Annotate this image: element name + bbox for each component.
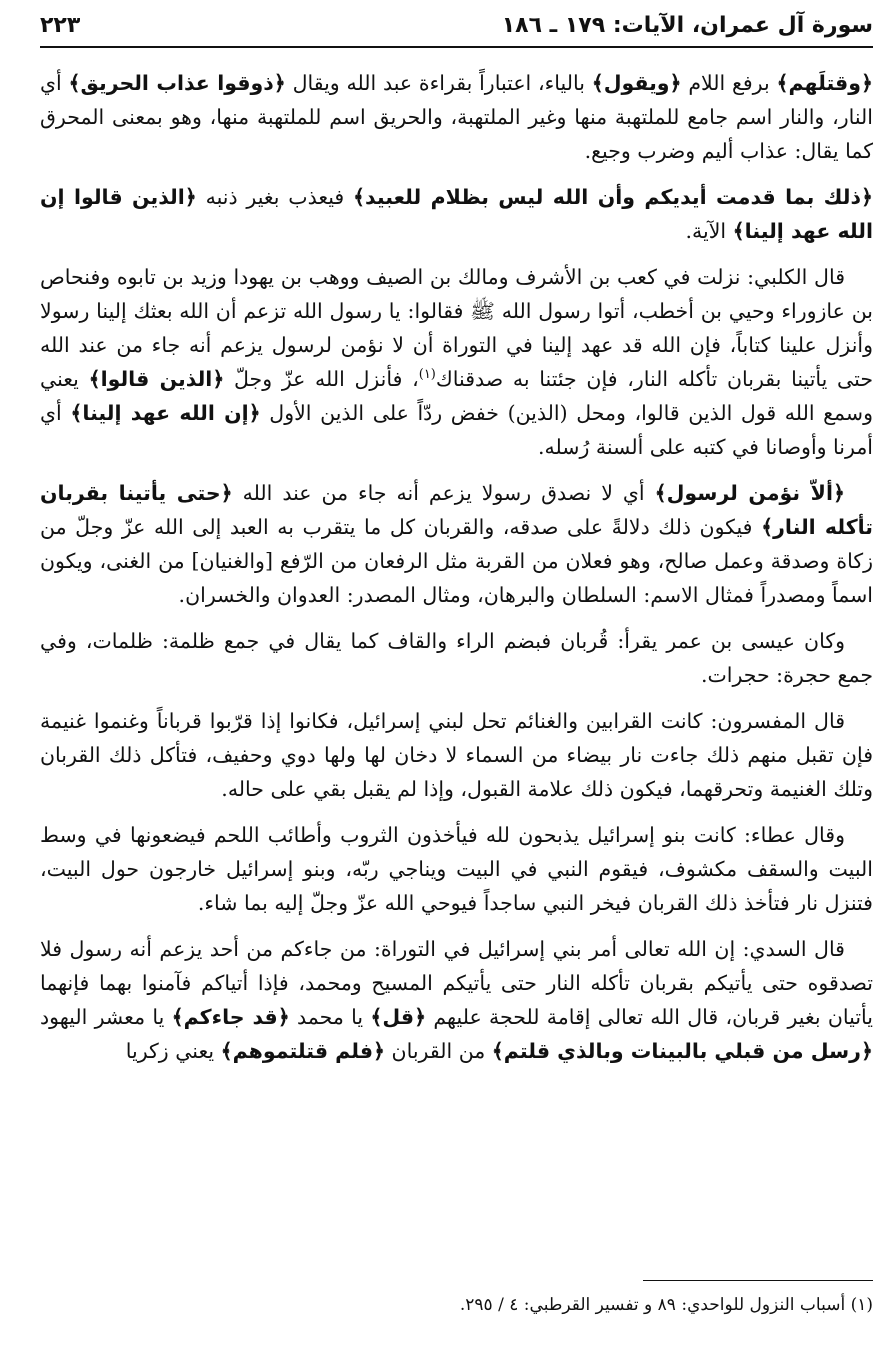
paragraph <box>40 932 873 1068</box>
quran-quote: ﴿الذين قالوا﴾ <box>88 367 225 391</box>
quran-quote: ﴿وقتلَهم﴾ <box>776 71 873 95</box>
paragraph <box>40 624 873 692</box>
page-header <box>40 8 873 42</box>
paragraph <box>40 66 873 168</box>
paragraph-text: بالياء، اعتباراً بقراءة عبد الله ويقال <box>285 71 592 95</box>
quran-quote: ﴿ويقول﴾ <box>591 71 682 95</box>
paragraph-text: أي النار، والنار اسم جامع للملتهبة منها وغير الملتهبة، والحريق اسم للملتهبة منها، وهو بمعنى المحرق كما يقال: عذاب أليم وضرب وجيع. <box>40 71 873 163</box>
paragraph-text: برفع اللام <box>681 71 777 95</box>
paragraph-text: قال المفسرون: كانت القرابين والغنائم تحل لبني إسرائيل، فكانوا إذا قرّبوا قرباناً وغنموا غنيمة فإن تقبل منهم ذلك جاءت نار بيضاء من السماء لا دخان لها ولها دوي وحفيف، فتأكل ذلك القربان وتلك الغنيمة وتحرقهما، فيكون ذلك علامة القبول، وإذا لم يقبل بقي على حاله. <box>40 709 873 801</box>
quran-quote: ﴿ألاّ نؤمن لرسول﴾ <box>654 481 845 505</box>
paragraph-text: من القربان <box>385 1039 492 1063</box>
footnote-rule <box>643 1280 873 1281</box>
paragraph-text: فيكون ذلك دلالةً على صدقه، والقربان كل ما يتقرب به العبد إلى الله عزّ وجلّ من زكاة وصدقة وعمل صالح، وهو فعلان من القربة مثل الرفعان من الرّفع [والغنيان] من الغنى، ويكون اسماً ومصدراً فمثال الاسم: السلطان والبرهان، ومثال المصدر: العدوان والخسران. <box>40 515 873 607</box>
quran-quote: ﴿رسل من قبلي بالبينات وبالذي قلتم﴾ <box>491 1039 873 1063</box>
paragraph-text: وكان عيسى بن عمر يقرأ: قُربان فبضم الراء والقاف كما يقال في جمع ظلمة: ظلمات، وفي جمع حجرة: حجرات. <box>40 629 873 687</box>
paragraph <box>40 704 873 806</box>
header-rule <box>40 46 873 48</box>
quran-quote: ﴿ذوقوا عذاب الحريق﴾ <box>68 71 286 95</box>
quran-quote: ﴿ذلك بما قدمت أيديكم وأن الله ليس بظلام للعبيد﴾ <box>353 185 874 209</box>
paragraph-text: فيعذب بغير ذنبه <box>196 185 353 209</box>
paragraph <box>40 818 873 920</box>
quran-quote: ﴿فلم قتلتموهم﴾ <box>220 1039 386 1063</box>
paragraph-text: وقال عطاء: كانت بنو إسرائيل يذبحون لله فيأخذون الثروب وأطائب اللحم فيضعونها في وسط البيت والسقف مكشوف، فيقوم النبي في البيت ويناجي ربّه، وبنو إسرائيل خارجون حول البيت، فتنزل نار فتأخذ ذلك القربان فيخر النبي ساجداً فيوحي الله عزّ وجلّ إليه بما شاء. <box>40 823 873 915</box>
quran-quote: ﴿حتى يأتينا بقربان تأكله النار﴾ <box>40 481 874 539</box>
paragraph-text: يعني زكريا <box>125 1039 221 1063</box>
paragraph-text: أي أمرنا وأوصانا في كتبه على ألسنة رُسله. <box>40 401 873 459</box>
paragraph-text: يا محمد <box>289 1005 371 1029</box>
page-number: ٢٢٣ <box>40 12 81 38</box>
paragraph-text: يا معشر اليهود <box>40 1005 172 1029</box>
footnote-marker: (١) <box>418 367 436 383</box>
quran-quote: ﴿إن الله عهد إلينا﴾ <box>70 401 261 425</box>
footnote: (١) أسباب النزول للواحدي: ٨٩ و تفسير القرطبي: ٤ / ٢٩٥. <box>459 1295 873 1315</box>
paragraph-text: أي لا نصدق رسولا يزعم أنه جاء من عند الله <box>232 481 655 505</box>
quran-quote: ﴿قل﴾ <box>370 1005 427 1029</box>
paragraph-text: الآية. <box>685 219 733 243</box>
paragraph-text: ، فأنزل الله عزّ وجلّ <box>224 367 419 391</box>
quran-quote: ﴿الذين قالوا إن الله عهد إلينا﴾ <box>40 185 873 243</box>
running-title: سورة آل عمران، الآيات: ١٧٩ ـ ١٨٦ <box>501 12 873 38</box>
quran-quote: ﴿قد جاءكم﴾ <box>171 1005 290 1029</box>
paragraph-text: يعني وسمع الله قول الذين قالوا، ومحل (الذين) خفض ردّاً على الذين الأول <box>40 367 873 425</box>
paragraph <box>40 476 873 612</box>
paragraph <box>40 180 873 248</box>
body-text <box>40 66 873 1080</box>
paragraph <box>40 260 873 464</box>
paragraph-text: قال السدي: إن الله تعالى أمر بني إسرائيل في التوراة: من جاءكم من أحد يزعم أنه رسول فلا تصدقوه حتى يأتيكم بقربان تأكله النار حتى يأتيكم المسيح ومحمد، فإذا أتياكم فآمنوا بهما فإنهما يأتيان بغير قربان، قال الله تعالى إقامة للحجة عليهم <box>40 937 873 1029</box>
paragraph-text: قال الكلبي: نزلت في كعب بن الأشرف ومالك بن الصيف ووهب بن يهودا وزيد بن تابوه وفنحاص بن عازوراء وحيي بن أخطب، أتوا رسول الله ﷺ فقالوا: يا رسول الله تزعم أن الله بعثك إلينا رسولا وأنزل علينا كتاباً، فإن الله قد عهد إلينا في التوراة أن لا نؤمن لرسول يزعم أنه جاء من عند الله حتى يأتينا بقربان تأكله النار، فإن جئتنا به صدقناك <box>40 265 873 391</box>
